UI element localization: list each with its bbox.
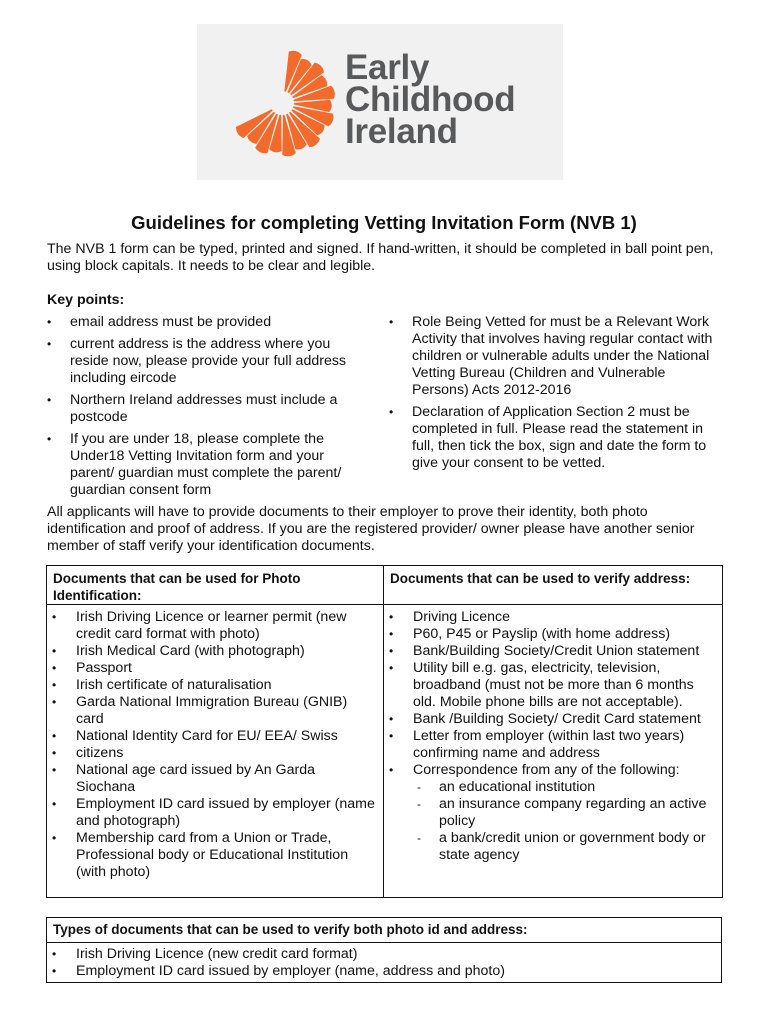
dash-icon: - xyxy=(417,797,421,811)
logo xyxy=(197,24,563,180)
list-item: • National Identity Card for EU/ EEA/ Swiss xyxy=(52,728,338,744)
bullet-icon: • xyxy=(389,644,394,658)
address-header: Documents that can be used to verify address: xyxy=(384,566,723,605)
list-item: • Bank /Building Society/ Credit Card statement xyxy=(389,711,701,727)
list-item: • Irish Driving Licence (new credit card format) xyxy=(52,946,358,962)
bullet-icon: • xyxy=(52,797,57,811)
key-point: • If you are under 18, please complete the Under18 Vetting Invitation form and your parent/ guardian must complete the parent/ guardian consent form xyxy=(47,431,342,498)
photo-id-header: Documents that can be used for Photo Identification: xyxy=(47,566,384,605)
logo-line-1: Early xyxy=(345,48,430,87)
bullet-icon: • xyxy=(47,315,52,329)
key-points-right-column xyxy=(389,314,724,477)
bullet-icon: • xyxy=(389,610,394,624)
list-item: • Bank/Building Society/Credit Union statement xyxy=(389,643,700,659)
logo-line-3: Ireland xyxy=(345,112,458,151)
list-item: • Letter from employer (within last two years) confirming name and address xyxy=(389,728,685,761)
bullet-icon: • xyxy=(47,432,52,446)
sub-list-item: - an educational institution xyxy=(417,779,596,795)
photo-id-cell xyxy=(47,605,384,898)
bullet-icon: • xyxy=(52,947,57,961)
list-item: • P60, P45 or Payslip (with home address) xyxy=(389,626,671,642)
list-item: • National age card issued by An Garda Siochana xyxy=(52,762,315,795)
bullet-icon: • xyxy=(52,678,57,692)
bullet-icon: • xyxy=(47,393,52,407)
applicants-paragraph: All applicants will have to provide documents to their employer to prove their identity, both photo identification and proof of address. If you are the registered provider/ owner please have another senior member of staff verify your identification documents. xyxy=(47,504,695,554)
key-point: • current address is the address where you reside now, please provide your full address including eircode xyxy=(47,336,347,386)
list-item: • citizens xyxy=(52,745,124,761)
intro-paragraph: The NVB 1 form can be typed, printed and signed. If hand-written, it should be completed in ball point pen, using block capitals. It needs to be clear and legible. xyxy=(47,241,714,274)
list-item: • Correspondence from any of the following: xyxy=(389,762,680,778)
list-item: • Passport xyxy=(52,660,132,676)
address-cell xyxy=(384,605,723,898)
sunburst-logo-icon xyxy=(225,46,339,160)
documents-table xyxy=(46,565,723,898)
bullet-icon: • xyxy=(52,746,57,760)
list-item: • Irish certificate of naturalisation xyxy=(52,677,272,693)
key-point: • Role Being Vetted for must be a Relevant Work Activity that involves having regular contact with children or vulnerable adults under the National Vetting Bureau (Children and Vulnerable Persons) Acts 2012-2016 xyxy=(389,314,713,398)
photo-and-address-table xyxy=(46,917,722,983)
key-points-heading: Key points: xyxy=(47,292,125,308)
list-item: • Utility bill e.g. gas, electricity, television, broadband (must not be more than 6 months old. Mobile phone bills are not acceptable). xyxy=(389,660,694,710)
list-item: • Membership card from a Union or Trade, Professional body or Educational Institution (with photo) xyxy=(52,830,349,880)
bullet-icon: • xyxy=(47,337,52,351)
dash-icon: - xyxy=(417,831,421,845)
key-point: • Northern Ireland addresses must include a postcode xyxy=(47,392,338,425)
key-points-left-column xyxy=(47,314,367,504)
list-item: • Driving Licence xyxy=(389,609,510,625)
bullet-icon: • xyxy=(389,627,394,641)
list-item: • Employment ID card issued by employer (name, address and photo) xyxy=(52,963,505,979)
bullet-icon: • xyxy=(52,695,57,709)
list-item: • Irish Driving Licence or learner permit (new credit card format with photo) xyxy=(52,609,347,642)
bullet-icon: • xyxy=(389,763,394,777)
key-point: • Declaration of Application Section 2 must be completed in full. Please read the statement in full, then tick the box, sign and date the form to give your consent to be vetted. xyxy=(389,404,707,471)
bullet-icon: • xyxy=(389,661,394,675)
bullet-icon: • xyxy=(52,729,57,743)
bullet-icon: • xyxy=(52,964,57,978)
bullet-icon: • xyxy=(389,729,394,743)
sub-list-item: - a bank/credit union or government body or state agency xyxy=(417,830,706,863)
bullet-icon: • xyxy=(389,315,394,329)
bullet-icon: • xyxy=(52,661,57,675)
photo-and-address-header: Types of documents that can be used to verify both photo id and address: xyxy=(47,918,722,943)
page-title: Guidelines for completing Vetting Invitation Form (NVB 1) xyxy=(131,212,637,233)
bullet-icon: • xyxy=(389,712,394,726)
bullet-icon: • xyxy=(52,610,57,624)
bullet-icon: • xyxy=(389,405,394,419)
list-item: • Employment ID card issued by employer (name and photograph) xyxy=(52,796,375,829)
bullet-icon: • xyxy=(52,763,57,777)
logo-wordmark xyxy=(345,48,516,151)
list-item: • Irish Medical Card (with photograph) xyxy=(52,643,305,659)
dash-icon: - xyxy=(417,780,421,794)
list-item: • Garda National Immigration Bureau (GNIB) card xyxy=(52,694,348,727)
key-point: • email address must be provided xyxy=(47,314,272,330)
logo-line-2: Childhood xyxy=(345,80,516,119)
bullet-icon: • xyxy=(52,644,57,658)
bullet-icon: • xyxy=(52,831,57,845)
photo-and-address-cell xyxy=(47,943,722,983)
sub-list-item: - an insurance company regarding an active policy xyxy=(417,796,707,829)
